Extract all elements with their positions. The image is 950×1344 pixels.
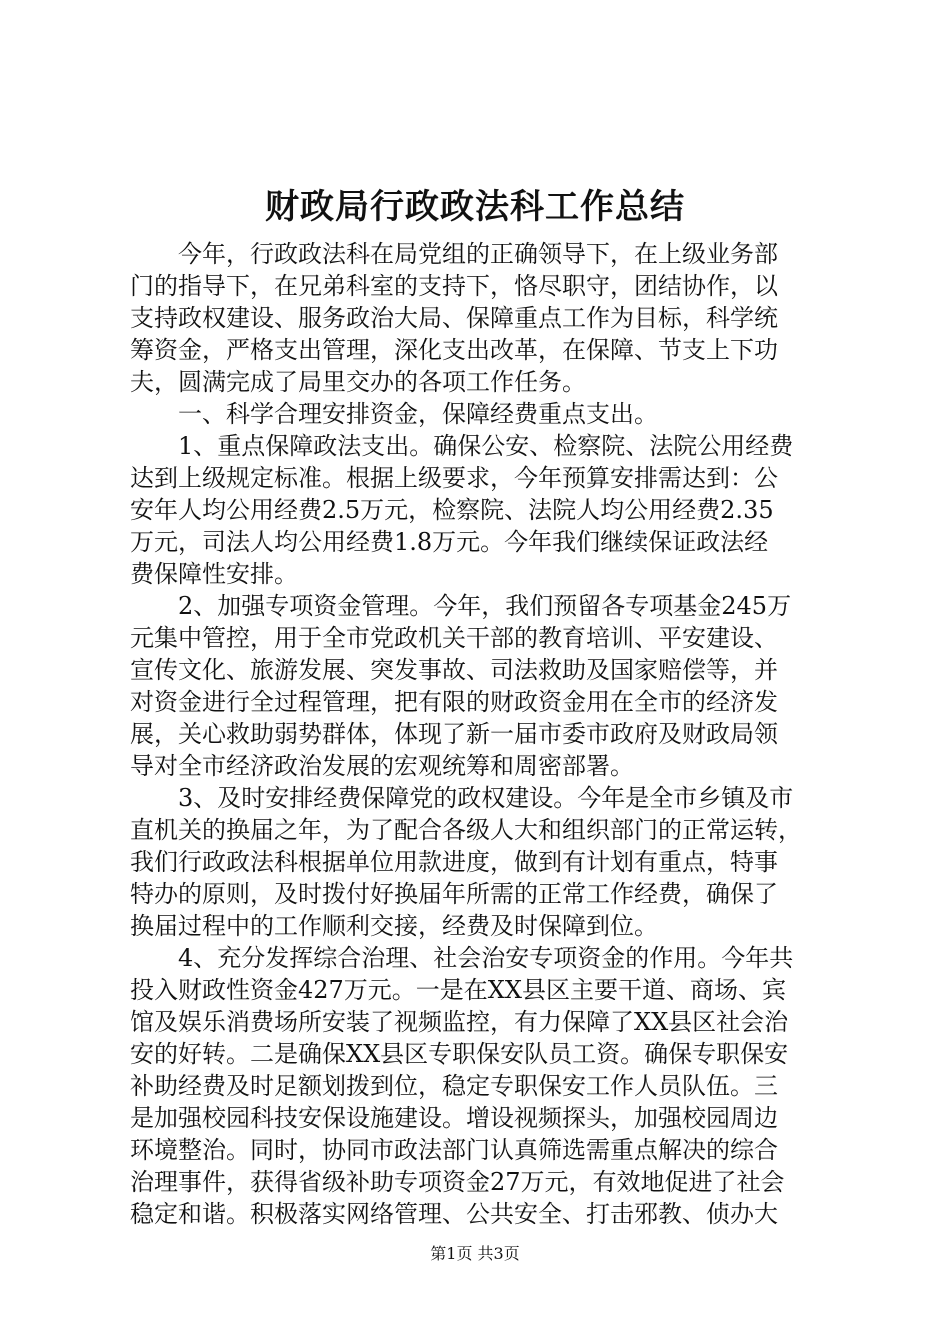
body-line: 展，关心救助弱势群体，体现了新一届市委市政府及财政局领: [130, 720, 778, 748]
body-line: 2、加强专项资金管理。今年，我们预留各专项基金245万: [178, 592, 792, 620]
body-line: 4、充分发挥综合治理、社会治安专项资金的作用。今年共: [178, 944, 794, 972]
body-line: 安年人均公用经费2.5万元，检察院、法院人均公用经费2.35: [130, 496, 774, 524]
body-line: 环境整治。同时，协同市政法部门认真筛选需重点解决的综合: [130, 1136, 778, 1164]
body-line: 安的好转。二是确保XX县区专职保安队员工资。确保专职保安: [130, 1040, 789, 1068]
body-line: 今年，行政政法科在局党组的正确领导下，在上级业务部: [178, 240, 778, 268]
body-line: 我们行政政法科根据单位用款进度，做到有计划有重点，特事: [130, 848, 778, 876]
page-number: 第1页 共3页: [430, 1244, 520, 1263]
body-line: 是加强校园科技安保设施建设。增设视频探头，加强校园周边: [130, 1104, 778, 1132]
body-line: 特办的原则，及时拨付好换届年所需的正常工作经费，确保了: [130, 880, 778, 908]
body-line: 导对全市经济政治发展的宏观统筹和周密部署。: [130, 752, 634, 780]
body-line: 治理事件，获得省级补助专项资金27万元，有效地促进了社会: [130, 1168, 785, 1196]
body-line: 换届过程中的工作顺利交接，经费及时保障到位。: [130, 912, 658, 940]
body-line: 达到上级规定标准。根据上级要求，今年预算安排需达到：公: [130, 464, 778, 492]
body-line: 投入财政性资金427万元。一是在XX县区主要干道、商场、宾: [130, 976, 786, 1004]
body-line: 馆及娱乐消费场所安装了视频监控，有力保障了XX县区社会治: [130, 1008, 789, 1036]
body-line: 筹资金，严格支出管理，深化支出改革，在保障、节支上下功: [130, 336, 778, 364]
body-line: 支持政权建设、服务政治大局、保障重点工作为目标，科学统: [130, 304, 778, 332]
body-line: 元集中管控，用于全市党政机关干部的教育培训、平安建设、: [130, 624, 778, 652]
body-line: 补助经费及时足额划拨到位，稳定专职保安工作人员队伍。三: [130, 1072, 778, 1100]
body-line: 万元，司法人均公用经费1.8万元。今年我们继续保证政法经: [130, 528, 769, 556]
body-line: 夫，圆满完成了局里交办的各项工作任务。: [130, 368, 586, 396]
body-line: 3、及时安排经费保障党的政权建设。今年是全市乡镇及市: [178, 784, 794, 812]
body-line: 门的指导下，在兄弟科室的支持下，恪尽职守，团结协作，以: [130, 272, 778, 300]
body-line: 稳定和谐。积极落实网络管理、公共安全、打击邪教、侦办大: [130, 1200, 778, 1228]
body-line: 费保障性安排。: [130, 560, 298, 588]
body-line: 1、重点保障政法支出。确保公安、检察院、法院公用经费: [178, 432, 794, 460]
document-title: 财政局行政政法科工作总结: [265, 187, 685, 227]
body-line: 宣传文化、旅游发展、突发事故、司法救助及国家赔偿等，并: [130, 656, 778, 684]
section-heading: 一、科学合理安排资金，保障经费重点支出。: [178, 400, 658, 428]
body-line: 直机关的换届之年，为了配合各级人大和组织部门的正常运转，: [130, 816, 802, 844]
body-line: 对资金进行全过程管理，把有限的财政资金用在全市的经济发: [130, 688, 778, 716]
